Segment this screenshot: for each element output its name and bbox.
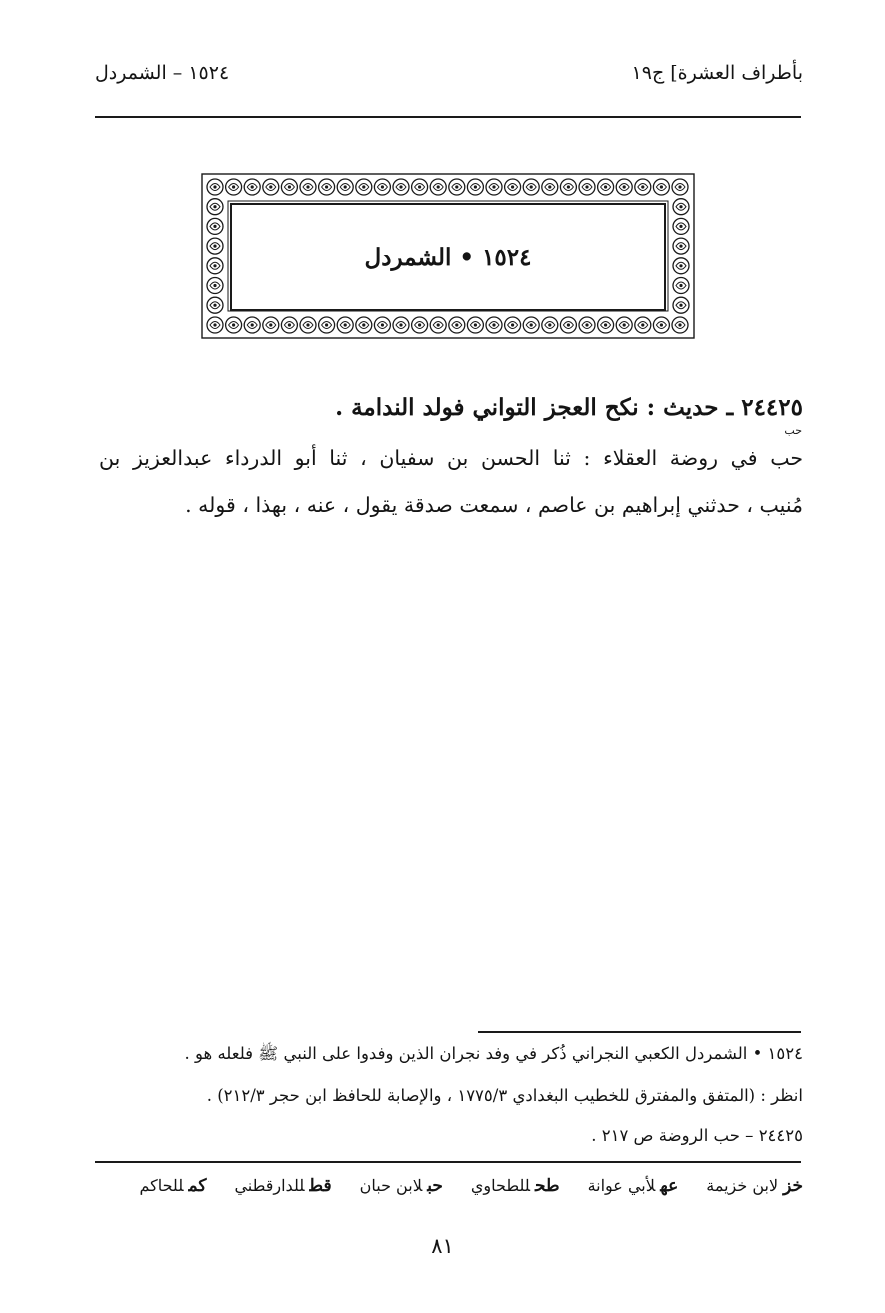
frame-ornament: [548, 185, 551, 188]
frame-ornament: [325, 185, 328, 188]
frame-ornament: [623, 185, 626, 188]
source-mark: حب: [784, 424, 802, 437]
legend-code: قط: [309, 1176, 332, 1196]
frame-ornament: [567, 323, 570, 326]
footnote-line: ٢٤٤٢٥ – حب الروضة ص ٢١٧ .: [591, 1126, 803, 1145]
frame-ornament: [511, 185, 514, 188]
legend-code: حب: [427, 1176, 443, 1196]
legend-text: للدارقطني: [234, 1176, 305, 1195]
frame-ornament: [213, 225, 216, 228]
header-rule: [95, 116, 801, 118]
frame-ornament: [455, 323, 458, 326]
frame-ornament: [567, 185, 570, 188]
legend-item: [139, 1176, 206, 1196]
hadith-body-line: مُنيب ، حدثني إبراهيم بن عاصم ، سمعت صدقة يقول ، عنه ، بهذا ، قوله .: [185, 493, 803, 517]
frame-ornament: [288, 185, 291, 188]
legend-item: [471, 1176, 560, 1196]
legend-text: لابن خزيمة: [706, 1176, 779, 1195]
footnote-line: ١٥٢٤ • الشمردل الكعبي النجراني ذُكر في وفد نجران الذين وفدوا على النبي ﷺ فلعله هو .: [184, 1044, 803, 1063]
frame-ornament: [530, 185, 533, 188]
frame-ornament: [399, 323, 402, 326]
frame-ornament: [585, 323, 588, 326]
frame-ornament: [455, 185, 458, 188]
frame-ornament: [288, 323, 291, 326]
frame-ornament: [623, 323, 626, 326]
frame-ornament: [418, 323, 421, 326]
frame-ornament: [362, 185, 365, 188]
frame-ornament: [641, 185, 644, 188]
frame-ornament: [678, 185, 681, 188]
frame-ornament: [213, 205, 216, 208]
frame-ornament: [232, 185, 235, 188]
legend-text: للطحاوي: [470, 1176, 531, 1195]
footnote-rule: [478, 1031, 801, 1033]
frame-ornament: [604, 185, 607, 188]
frame-ornament: [344, 185, 347, 188]
page-number: ٨١: [431, 1234, 454, 1258]
section-title: ١٥٢٤ • الشمردل: [364, 243, 532, 271]
frame-ornament: [660, 185, 663, 188]
frame-ornament: [344, 323, 347, 326]
frame-ornament: [437, 323, 440, 326]
frame-ornament: [306, 323, 309, 326]
abbreviation-legend: [139, 1176, 803, 1196]
frame-ornament: [213, 323, 216, 326]
frame-ornament: [679, 304, 682, 307]
frame-ornament: [641, 323, 644, 326]
legend-item: [360, 1176, 443, 1196]
frame-ornament: [306, 185, 309, 188]
frame-ornament: [679, 205, 682, 208]
legend-code: طح: [535, 1176, 560, 1196]
frame-ornament: [362, 323, 365, 326]
frame-ornament: [679, 245, 682, 248]
section-title-box: [230, 203, 666, 311]
frame-ornament: [232, 323, 235, 326]
legend-item: [234, 1176, 331, 1196]
frame-ornament: [530, 323, 533, 326]
frame-ornament: [213, 245, 216, 248]
frame-ornament: [679, 264, 682, 267]
frame-ornament: [548, 323, 551, 326]
footnote-line: انظر : (المتفق والمفترق للخطيب البغدادي ١٧٧٥/٣ ، والإصابة للحافظ ابن حجر ٢١٢/٣) .: [206, 1086, 803, 1105]
legend-text: لابن حبان: [359, 1176, 423, 1195]
frame-ornament: [679, 225, 682, 228]
legend-code: كم: [188, 1176, 207, 1196]
frame-ornament: [660, 323, 663, 326]
running-head-section: ١٥٢٤ – الشمردل: [95, 62, 230, 84]
frame-ornament: [213, 304, 216, 307]
frame-ornament: [492, 185, 495, 188]
frame-ornament: [437, 185, 440, 188]
frame-ornament: [492, 323, 495, 326]
frame-ornament: [474, 185, 477, 188]
legend-item: [706, 1176, 803, 1196]
legend-code: خز: [783, 1176, 803, 1196]
frame-ornament: [213, 185, 216, 188]
running-head-book-ref: بأطراف العشرة] ج١٩: [631, 62, 803, 84]
frame-ornament: [418, 185, 421, 188]
frame-ornament: [679, 284, 682, 287]
frame-ornament: [213, 284, 216, 287]
legend-text: لأبي عوانة: [587, 1176, 656, 1195]
hadith-body-line: حب في روضة العقلاء : ثنا الحسن بن سفيان ، ثنا أبو الدرداء عبدالعزيز بن: [99, 446, 803, 470]
frame-ornament: [381, 185, 384, 188]
frame-ornament: [585, 185, 588, 188]
frame-ornament: [399, 185, 402, 188]
frame-ornament: [251, 323, 254, 326]
frame-ornament: [678, 323, 681, 326]
hadith-heading: ٢٤٤٢٥ ـ حديث : نكح العجز التواني فولد الندامة .: [335, 394, 803, 421]
legend-text: للحاكم: [139, 1176, 184, 1195]
legend-rule: [95, 1161, 801, 1163]
frame-ornament: [381, 323, 384, 326]
frame-ornament: [511, 323, 514, 326]
frame-ornament: [251, 185, 254, 188]
frame-ornament: [604, 323, 607, 326]
frame-ornament: [269, 323, 272, 326]
frame-ornament: [213, 264, 216, 267]
legend-item: [588, 1176, 679, 1196]
legend-code: عه: [660, 1176, 679, 1196]
frame-ornament: [474, 323, 477, 326]
frame-ornament: [269, 185, 272, 188]
frame-ornament: [325, 323, 328, 326]
